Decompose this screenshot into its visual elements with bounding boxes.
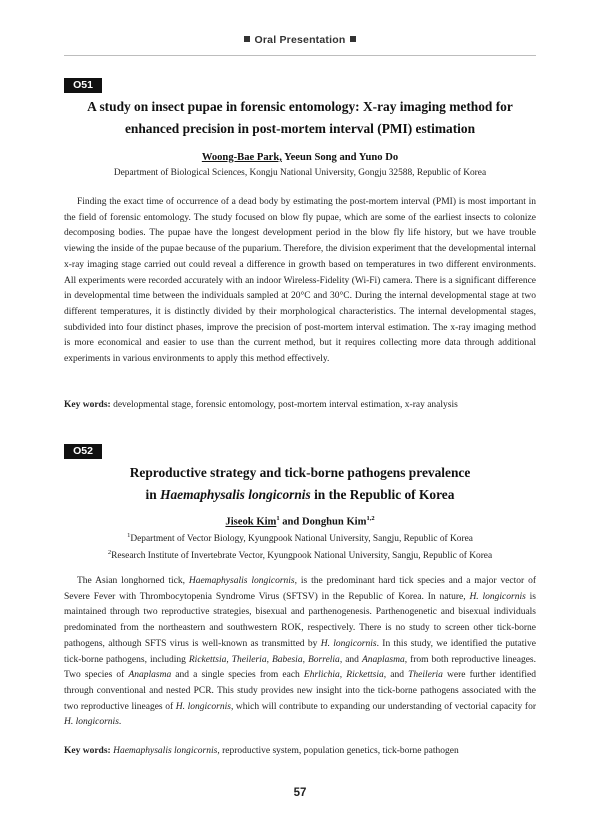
- running-header: [0, 34, 600, 46]
- abstract-id-badge: O52: [64, 444, 102, 459]
- author-join: and: [279, 516, 302, 528]
- affiliation: Department of Biological Sciences, Kongju National University, Gongju 32588, Republic of Korea: [113, 168, 487, 178]
- affiliation-text: Research Institute of Invertebrate Vector, Kyungpook National University, Sangju, Republic of Korea: [111, 551, 493, 562]
- abstract-title: [64, 96, 536, 140]
- presenting-author: Jiseok Kim: [225, 516, 277, 528]
- square-bullet-icon: [244, 36, 250, 42]
- title-line: [64, 484, 536, 506]
- abstract-body: The Asian longhorned tick, Haemaphysalis longicornis, is the predominant hard tick species and a major vector of Severe Fever with Thrombocytopenia Syndrome Virus (SFTSV) in the Republic of Korea. In nature, H. longicornis is maintained through two reproductive strategies, bisexual and parthenogenesis. Parthenogenetic and bisexual individuals predominated from the northeastern and southwestern ROK, respectively. There is no study to screen other tick-borne pathogens, although SFTS virus is well-known as transmitted by H. longicornis. In this study, we identified the putative tick-borne pathogens, including Rickettsia, Theileria, Babesia, Borrelia, and Anaplasma, from both reproductive lineages. Two species of Anaplasma and a single species from each Ehrlichia, Rickettsia, and Theileria were further identified through conventional and nested PCR. This study provides new insight into the tick-borne pathogens associated with the two reproductive lineages of H. longicornis, which will contribute to expanding our understanding of vectorial capacity for H. longicornis.: [64, 576, 537, 728]
- keywords-label: Key words:: [64, 400, 111, 410]
- affiliation-marker: 2: [107, 549, 112, 557]
- title-text: in the Republic of Korea: [310, 487, 455, 502]
- keywords-species: Haemaphysalis longicornis: [113, 746, 218, 756]
- title-line: Reproductive strategy and tick-borne pathogens prevalence: [129, 465, 471, 480]
- author-list: [64, 152, 536, 163]
- abstract-title: [64, 462, 536, 506]
- co-author: Donghun Kim: [301, 516, 367, 528]
- presenting-author: Woong-Bae Park,: [201, 152, 282, 163]
- title-text: in: [145, 487, 161, 502]
- keywords-text: developmental stage, forensic entomology, post-mortem interval estimation, x-ray analysis: [110, 400, 458, 410]
- header-label: Oral Presentation: [254, 34, 346, 46]
- title-line: A study on insect pupae in forensic entomology: X-ray imaging method for: [87, 99, 513, 114]
- abstract-id-badge: O51: [64, 78, 102, 93]
- author-list: [64, 515, 536, 528]
- affiliation-marker: 1: [276, 515, 280, 522]
- affiliation-list: [64, 529, 536, 563]
- affiliation: [64, 546, 536, 563]
- title-line: enhanced precision in post-mortem interval (PMI) estimation: [124, 121, 476, 136]
- co-authors: Yeeun Song and Yuno Do: [281, 152, 399, 163]
- square-bullet-icon: [350, 36, 356, 42]
- affiliation-marker: 1: [127, 532, 131, 539]
- page-number: 57: [293, 787, 307, 799]
- keywords-label: Key words:: [64, 746, 111, 756]
- abstract-body: Finding the exact time of occurrence of a dead body by estimating the post-mortem interval (PMI) is most important in the field of forensic entomology. The study focused on blow fly pupae, which are some of the earliest insects to colonize decomposing bodies. The pupae have the longest development period in the blow fly life history, but we have trouble viewing the inside of the pupae because of the puparium. Therefore, the division experiment that the developmental internal x-ray imaging stage carried out could reveal a difference in growth based on temperatures in two different environments. All experiments were recorded accurately with an indoor Wireless-Fidelity (Wi-Fi) camera. There is a significant difference in developmental time between the individuals sampled at 20°C and 30°C. During the internal developmental stage at two different temperatures, it is distinctly divided by their morphological characteristics. The internal developmental stages, subdivided into four distinct phases, improve the precision of post-mortem interval estimation. The x-ray imaging method is more economical and easier to use than the current method, but it requires collecting more data through additional experiments in various environments to apply this method effectively.: [64, 197, 536, 365]
- affiliation-marker: 1,2: [366, 515, 375, 522]
- species-name: Haemaphysalis longicornis: [160, 487, 311, 502]
- keywords: [64, 744, 536, 758]
- affiliation: [64, 529, 536, 546]
- keywords-text: , reproductive system, population genetics, tick-borne pathogen: [217, 746, 459, 756]
- affiliation-text: Department of Vector Biology, Kyungpook National University, Sangju, Republic of Korea: [130, 534, 473, 545]
- header-divider: [64, 55, 536, 56]
- keywords: [64, 398, 536, 412]
